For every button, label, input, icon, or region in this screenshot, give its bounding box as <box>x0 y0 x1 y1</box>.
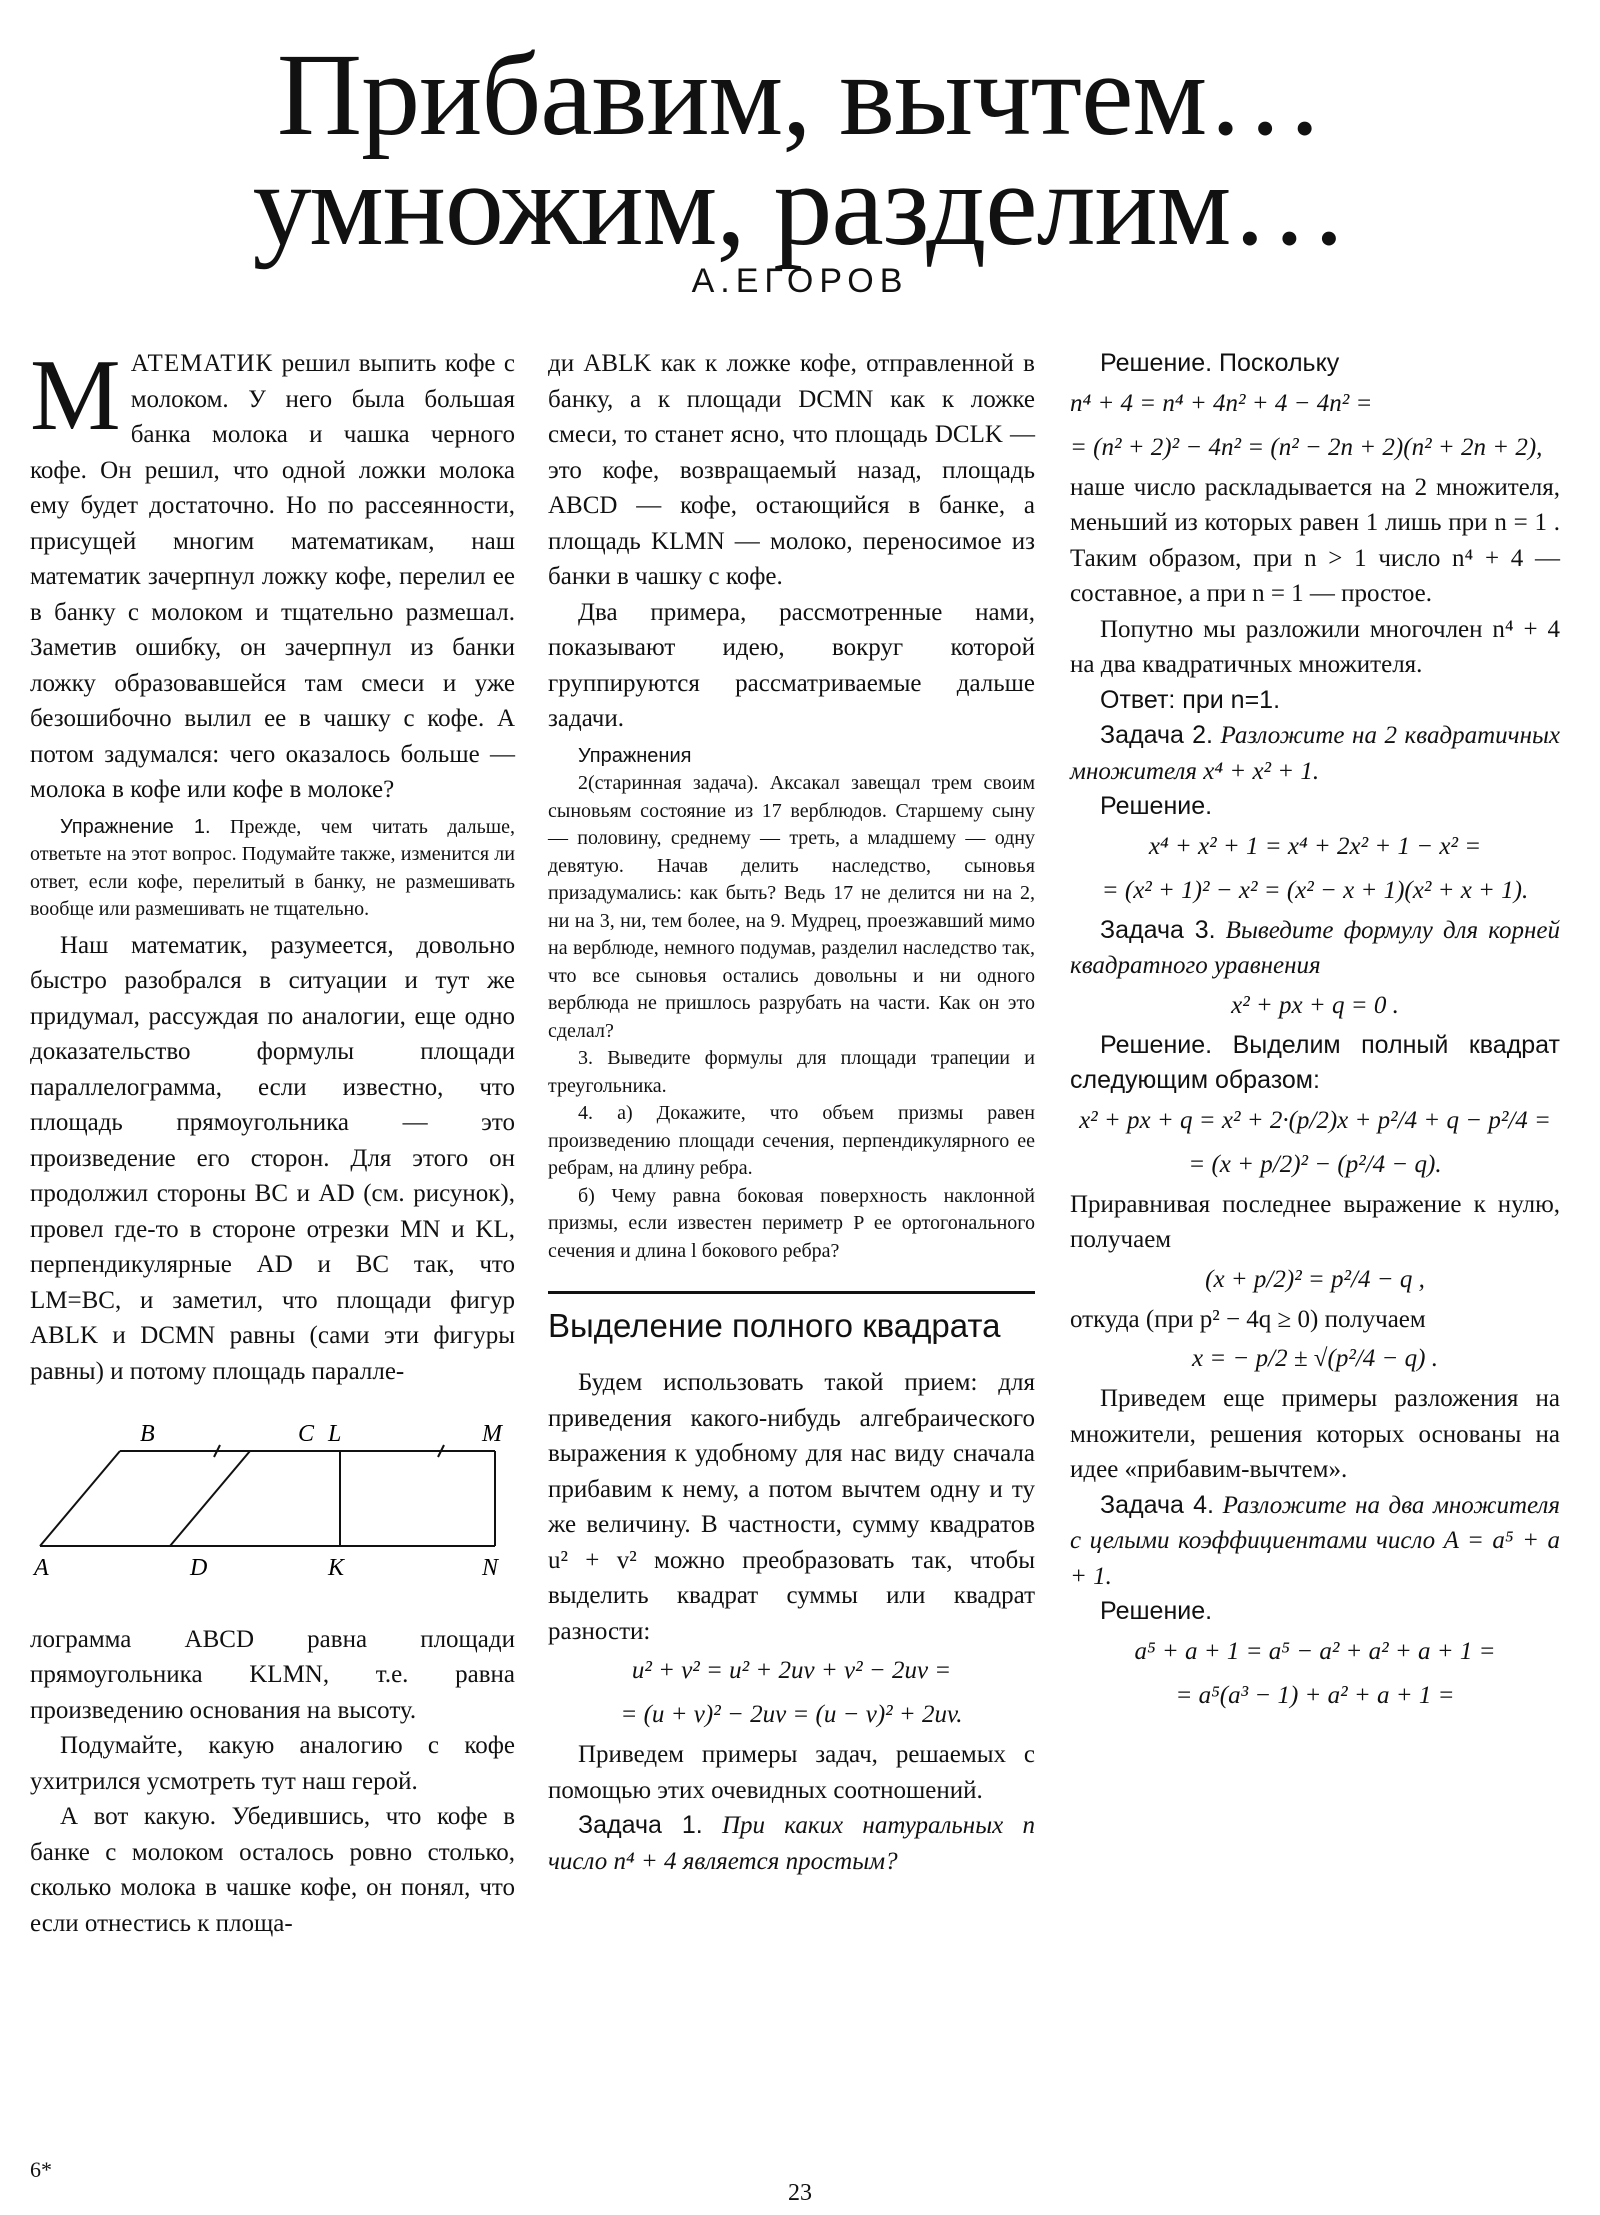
parallelogram-figure <box>30 1411 515 1581</box>
label-d: D <box>190 1555 208 1581</box>
formula-sum-squares-2: = (u + v)² − 2uv = (u − v)² + 2uv. <box>620 1701 963 1728</box>
formula-complete-square-1: x² + px + q = x² + 2·(p/2)x + p²/4 + q − p²/4 = <box>1079 1106 1551 1134</box>
paragraph-more-examples: Приведем еще примеры разложения на множители, решения которых основаны на идее «прибавим-вычтем». <box>1070 1385 1560 1483</box>
paragraph-factors: наше число раскладывается на 2 множителя, меньший из которых равен 1 лишь при n = 1 . Таким образом, при n > 1 число n⁴ + 4 — составное, а при n = 1 — простое. <box>1070 473 1560 607</box>
label-k: K <box>328 1555 345 1581</box>
column-2 <box>548 346 1035 1879</box>
formula-n4-1: n⁴ + 4 = n⁴ + 4n² + 4 − 4n² = <box>1070 389 1373 417</box>
formula-a5-2: = a⁵(a³ − 1) + a² + a + 1 = <box>1175 1681 1455 1709</box>
solution-3-heading: Решение. Выделим полный квадрат следующим образом: <box>1070 1030 1560 1094</box>
label-n: N <box>482 1555 499 1581</box>
formula-complete-square-2: = (x + p/2)² − (p²/4 − q). <box>1188 1150 1442 1178</box>
solution-1-heading: Решение. Поскольку <box>1100 349 1340 377</box>
signature-mark: 6* <box>30 2157 52 2182</box>
task-4: Задача 4. Разложите на два множителя с целыми коэффициентами число A = a⁵ + a + 1. <box>1070 1490 1560 1590</box>
paragraph-areas: ди ABLK как к ложке кофе, отправленной в банку, а к площади DCMN как к ложке смеси, то станет ясно, что площадь DCLK — это кофе, возвращаемый назад, площадь ABCD — кофе, остающийся в банке, а площадь KLMN — молоко, переносимое из банки в чашку с кофе. <box>548 350 1035 590</box>
task-2: Задача 2. Разложите на 2 квадратичных множителя x⁴ + x² + 1. <box>1070 721 1560 785</box>
exercises-heading: Упражнения <box>578 744 692 767</box>
title-line-2: умножим, разделим… <box>252 139 1348 270</box>
column-1 <box>30 339 515 1941</box>
exercise-4a: 4. а) Докажите, что объем призмы равен произведению площади сечения, перпендикулярного ее ребрам, на длину ребра. <box>548 1102 1035 1179</box>
exercise-2: 2(старинная задача). Аксакал завещал трем своим сыновьям состояние из 17 верблюдов. Старшему сыну — половину, среднему — треть, а младшему — одну девятую. Начав делить наследство, сыновья призадумались: как быть? Ведь 17 не делится ни на 2, ни на 3, ни, тем более, на 9. Мудрец, проезжавший мимо на верблюде, немного подумав, разделил наследство так, что все сыновья остались довольны и ни одного верблюда не пришлось разрубать на части. Как он это сделал? <box>548 772 1035 1042</box>
formula-x4-1: x⁴ + x² + 1 = x⁴ + 2x² + 1 − x² = <box>1148 832 1482 860</box>
paragraph-answer: А вот какую. Убедившись, что кофе в банке с молоком осталось ровно столько, сколько молока в чашке кофе, он понял, что если отнестись к площа- <box>30 1803 515 1937</box>
formula-sum-squares-1: u² + v² = u² + 2uv + v² − 2uv = <box>631 1657 952 1684</box>
paragraph-whence: откуда (при p² − 4q ≥ 0) получаем <box>1070 1305 1426 1333</box>
formula-n4-2: = (n² + 2)² − 4n² = (n² − 2n + 2)(n² + 2n + 2), <box>1070 433 1543 461</box>
formula-quadratic: x² + px + q = 0 . <box>1231 991 1399 1019</box>
page-number: 23 <box>788 2180 812 2206</box>
task-3: Задача 3. Выведите формулу для корней квадратного уравнения <box>1070 915 1560 979</box>
column-3 <box>1070 346 1560 1718</box>
solution-2-heading: Решение. <box>1100 792 1213 820</box>
author: А.ЕГОРОВ <box>691 262 909 300</box>
answer-1: Ответ: при n=1. <box>1100 685 1281 714</box>
label-b: B <box>140 1421 155 1447</box>
solution-4-heading: Решение. <box>1100 1597 1213 1625</box>
paragraph-idea: Два примера, рассмотренные нами, показывают идею, вокруг которой группируются рассматриваемые дальше задачи. <box>548 598 1035 732</box>
label-m: M <box>482 1421 502 1447</box>
exercise-4b: б) Чему равна боковая поверхность наклонной призмы, если известен периметр P ее ортогонального сечения и длина l бокового ребра? <box>548 1184 1035 1262</box>
exercise-3: 3. Выведите формулы для площади трапеции и треугольника. <box>548 1047 1035 1097</box>
paragraph-parallelogram: Наш математик, разумеется, довольно быстро разобрался в ситуации и тут же придумал, рассуждая по аналогии, еще одно доказательство формулы площади параллелограмма, если известно, что площадь прямоугольника — это произведение его сторон. Для этого он продолжил стороны BC и AD (см. рисунок), провел где-то в стороне отрезки MN и KL, перпендикулярные AD и BC так, что LM=BC, и заметил, что площади фигур ABLK и DCMN равны (сами эти фигуры равны) и потому площадь паралле- <box>30 931 515 1385</box>
formula-equation: (x + p/2)² = p²/4 − q , <box>1205 1265 1425 1293</box>
drop-cap: М <box>30 339 121 452</box>
formula-roots: x = − p/2 ± √(p²/4 − q) . <box>1192 1345 1438 1372</box>
paragraph-method: Будем использовать такой прием: для приведения какого-нибудь алгебраического выражения к удобному для нас виду сначала прибавим к нему, а потом вычтем одну и ту же величину. В частности, сумму квадратов u² + v² можно преобразовать так, чтобы выделить квадрат суммы или квадрат разности: <box>548 1369 1035 1645</box>
paragraph-think: Подумайте, какую аналогию с кофе ухитрился усмотреть тут наш герой. <box>30 1732 515 1795</box>
intro-paragraph: МАТЕМАТИК решил выпить кофе с молоком. У него была большая банка молока и чашка черного кофе. Он решил, что одной ложки молока ему будет достаточно. Но по рассеянности, присущей многим математикам, наш математик зачерпнул ложку кофе, перелил ее в банку с молоком и тщательно размешал. Заметив ошибку, он зачерпнул из банки ложку образовавшейся там смеси и уже безошибочно вылил ее в чашку с кофе. А потом задумался: чего оказалось больше — молока в кофе или кофе в молоке? <box>30 339 515 803</box>
label-l: L <box>328 1421 342 1447</box>
label-c: C <box>298 1421 315 1447</box>
paragraph-examples: Приведем примеры задач, решаемых с помощью этих очевидных соотношений. <box>548 1741 1035 1804</box>
exercise-1: Упражнение 1. Прежде, чем читать дальше, ответьте на этот вопрос. Подумайте также, изменится ли ответ, если кофе, перелитый в банку, не размешивать вообще или размешивать не тщательно. <box>30 815 515 920</box>
formula-a5-1: a⁵ + a + 1 = a⁵ − a² + a² + a + 1 = <box>1134 1637 1496 1665</box>
title-line-1: Прибавим, вычтем… <box>276 29 1324 160</box>
paragraph-along-the-way: Попутно мы разложили многочлен n⁴ + 4 на два квадратичных множителя. <box>1070 615 1560 678</box>
section-title: Выделение полного квадрата <box>548 1291 1035 1343</box>
paragraph-conclusion: лограмма ABCD равна площади прямоугольника KLMN, т.е. равна произведению основания на высоту. <box>30 1625 515 1724</box>
formula-x4-2: = (x² + 1)² − x² = (x² − x + 1)(x² + x + 1). <box>1101 876 1529 904</box>
label-a: A <box>34 1555 49 1581</box>
task-1: Задача 1. При каких натуральных n число n⁴ + 4 является простым? <box>548 1811 1036 1875</box>
paragraph-equate: Приравнивая последнее выражение к нулю, получаем <box>1070 1190 1560 1253</box>
